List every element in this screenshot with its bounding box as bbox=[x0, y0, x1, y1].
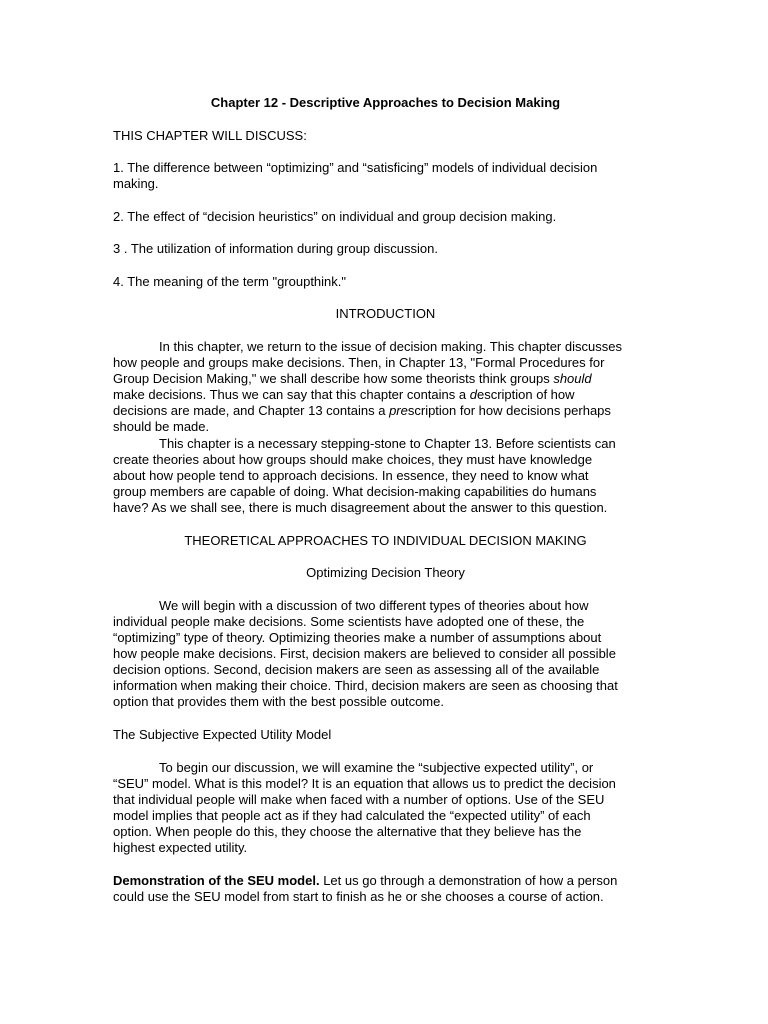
intro-p1-line: In this chapter, we return to the issue of decision making. This chapter discusses bbox=[159, 339, 622, 354]
optimizing-p-line: option that provides them with the best possible outcome. bbox=[113, 694, 444, 709]
demo-bold-lead: Demonstration of the SEU model. bbox=[113, 873, 320, 888]
list-item-1: 1. The difference between “optimizing” and “satisficing” models of individual decision bbox=[113, 160, 598, 175]
text-run: scription for how decisions perhaps bbox=[407, 403, 611, 418]
seu-p-line: model implies that people act as if they had calculated the “expected utility” of each bbox=[113, 808, 591, 823]
intro-p2-line: group members are capable of doing. What decision-making capabilities do humans bbox=[113, 484, 597, 499]
optimizing-p-line: We will begin with a discussion of two different types of theories about how bbox=[159, 598, 589, 613]
theory-heading: THEORETICAL APPROACHES TO INDIVIDUAL DECISION MAKING bbox=[184, 533, 587, 548]
text-run: decisions are made, and Chapter 13 contains a bbox=[113, 403, 390, 418]
optimizing-p-line: how people make decisions. First, decision makers are believed to consider all possible bbox=[113, 646, 616, 661]
intro-p1-line bbox=[113, 387, 575, 403]
intro-p1-line: how people and groups make decisions. Then, in Chapter 13, "Formal Procedures for bbox=[113, 355, 605, 370]
discuss-heading: THIS CHAPTER WILL DISCUSS: bbox=[113, 128, 307, 143]
optimizing-p-line: “optimizing” type of theory. Optimizing theories make a number of assumptions about bbox=[113, 630, 602, 645]
text-run: Let us go through a demonstration of how a person bbox=[319, 873, 618, 888]
chapter-title: Chapter 12 - Descriptive Approaches to Decision Making bbox=[210, 95, 561, 110]
seu-p-line: To begin our discussion, we will examine the “subjective expected utility”, or bbox=[159, 760, 594, 775]
intro-p1-line bbox=[113, 403, 611, 419]
seu-heading: The Subjective Expected Utility Model bbox=[113, 727, 332, 742]
text-run: Group Decision Making," we shall describe how some theorists think groups bbox=[113, 371, 554, 386]
intro-p2-line: have? As we shall see, there is much disagreement about the answer to this question. bbox=[113, 500, 608, 515]
seu-p-line: option. When people do this, they choose the alternative that they believe has the bbox=[113, 824, 582, 839]
list-item-4: 4. The meaning of the term "groupthink." bbox=[113, 274, 347, 289]
demo-p-line: could use the SEU model from start to finish as he or she chooses a course of action. bbox=[113, 889, 604, 904]
list-item-1-cont: making. bbox=[113, 176, 159, 191]
emphasis-text: pre bbox=[389, 403, 408, 418]
text-run: make decisions. Thus we can say that this chapter contains a bbox=[113, 387, 470, 402]
emphasis-text: should bbox=[553, 371, 592, 386]
emphasis-text: d bbox=[469, 387, 477, 402]
seu-p-line: that individual people will make when faced with a number of options. Use of the SEU bbox=[113, 792, 605, 807]
optimizing-p-line: decision options. Second, decision makers are seen as assessing all of the available bbox=[113, 662, 600, 677]
intro-p2-line: create theories about how groups should make choices, they must have knowledge bbox=[113, 452, 593, 467]
intro-p1-line bbox=[113, 371, 592, 387]
list-item-2: 2. The effect of “decision heuristics” on individual and group decision making. bbox=[113, 209, 557, 224]
intro-p2-line: This chapter is a necessary stepping-stone to Chapter 13. Before scientists can bbox=[159, 436, 616, 451]
text-run: escription of how bbox=[476, 387, 575, 402]
list-item-3: 3 . The utilization of information during group discussion. bbox=[113, 241, 438, 256]
optimizing-p-line: information when making their choice. Third, decision makers are seen as choosing that bbox=[113, 678, 618, 693]
intro-p2-line: about how people tend to approach decisions. In essence, they need to know what bbox=[113, 468, 589, 483]
seu-p-line: “SEU” model. What is this model? It is an equation that allows us to predict the decision bbox=[113, 776, 616, 791]
optimizing-p-line: individual people make decisions. Some scientists have adopted one of these, the bbox=[113, 614, 585, 629]
seu-p-line: highest expected utility. bbox=[113, 840, 248, 855]
intro-p1-line: should be made. bbox=[113, 419, 210, 434]
introduction-heading: INTRODUCTION bbox=[335, 306, 436, 321]
demo-p-line bbox=[113, 873, 617, 889]
optimizing-heading: Optimizing Decision Theory bbox=[306, 565, 465, 580]
